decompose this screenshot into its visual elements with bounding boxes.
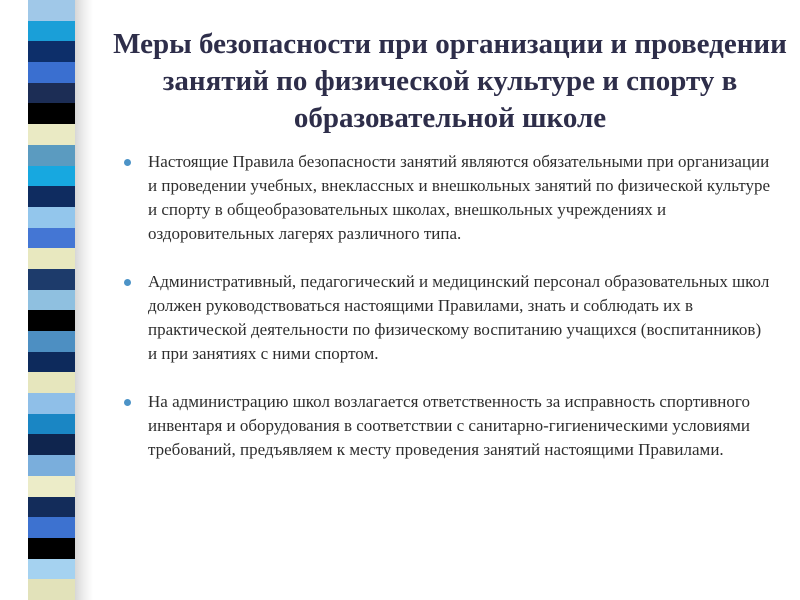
stripe-segment: [28, 414, 75, 435]
stripe-segment: [28, 62, 75, 83]
decorative-stripe-column: [28, 0, 75, 600]
bullet-text: На администрацию школ возлагается ответственность за исправность спортивного инвентаря и оборудования в соответствии с санитарно-гигиеническими условиями требований, предъявляем к месту проведения занятий настоящими Правилами.: [148, 392, 751, 459]
stripe-shadow: [75, 0, 93, 600]
stripe-segment: [28, 248, 75, 269]
stripe-segment: [28, 538, 75, 559]
bullet-item: [122, 390, 772, 462]
stripe-segment: [28, 559, 75, 580]
stripe-segment: [28, 434, 75, 455]
stripe-segment: [28, 579, 75, 600]
stripe-segment: [28, 290, 75, 311]
stripe-segment: [28, 166, 75, 187]
bullet-dot-icon: [124, 159, 131, 166]
stripe-segment: [28, 228, 75, 249]
stripe-segment: [28, 103, 75, 124]
bullet-dot-icon: [124, 399, 131, 406]
stripe-segment: [28, 372, 75, 393]
bullet-dot-icon: [124, 279, 131, 286]
stripe-segment: [28, 145, 75, 166]
stripe-segment: [28, 21, 75, 42]
stripe-segment: [28, 186, 75, 207]
bullet-text: Административный, педагогический и медицинский персонал образовательных школ должен руководствоваться настоящими Правилами, знать и соблюдать их в практической деятельности по физическому воспитанию учащихся (воспитанников) и при занятиях с ними спортом.: [148, 272, 770, 363]
stripe-segment: [28, 517, 75, 538]
stripe-segment: [28, 497, 75, 518]
stripe-segment: [28, 455, 75, 476]
stripe-segment: [28, 0, 75, 21]
stripe-segment: [28, 207, 75, 228]
stripe-segment: [28, 331, 75, 352]
bullet-list: [122, 150, 772, 486]
bullet-item: [122, 150, 772, 246]
stripe-segment: [28, 83, 75, 104]
stripe-segment: [28, 124, 75, 145]
stripe-segment: [28, 41, 75, 62]
bullet-text: Настоящие Правила безопасности занятий являются обязательными при организации и проведении учебных, внеклассных и внешкольных занятий по физической культуре и спорту в общеобразовательных школах, внешкольных учреждениях и оздоровительных лагерях различного типа.: [148, 152, 771, 243]
slide-title: Меры безопасности при организации и проведении занятий по физической культуре и спорту в образовательной школе: [113, 28, 787, 134]
stripe-segment: [28, 310, 75, 331]
bullet-item: [122, 270, 772, 366]
stripe-segment: [28, 269, 75, 290]
stripe-segment: [28, 393, 75, 414]
stripe-segment: [28, 352, 75, 373]
stripe-segment: [28, 476, 75, 497]
